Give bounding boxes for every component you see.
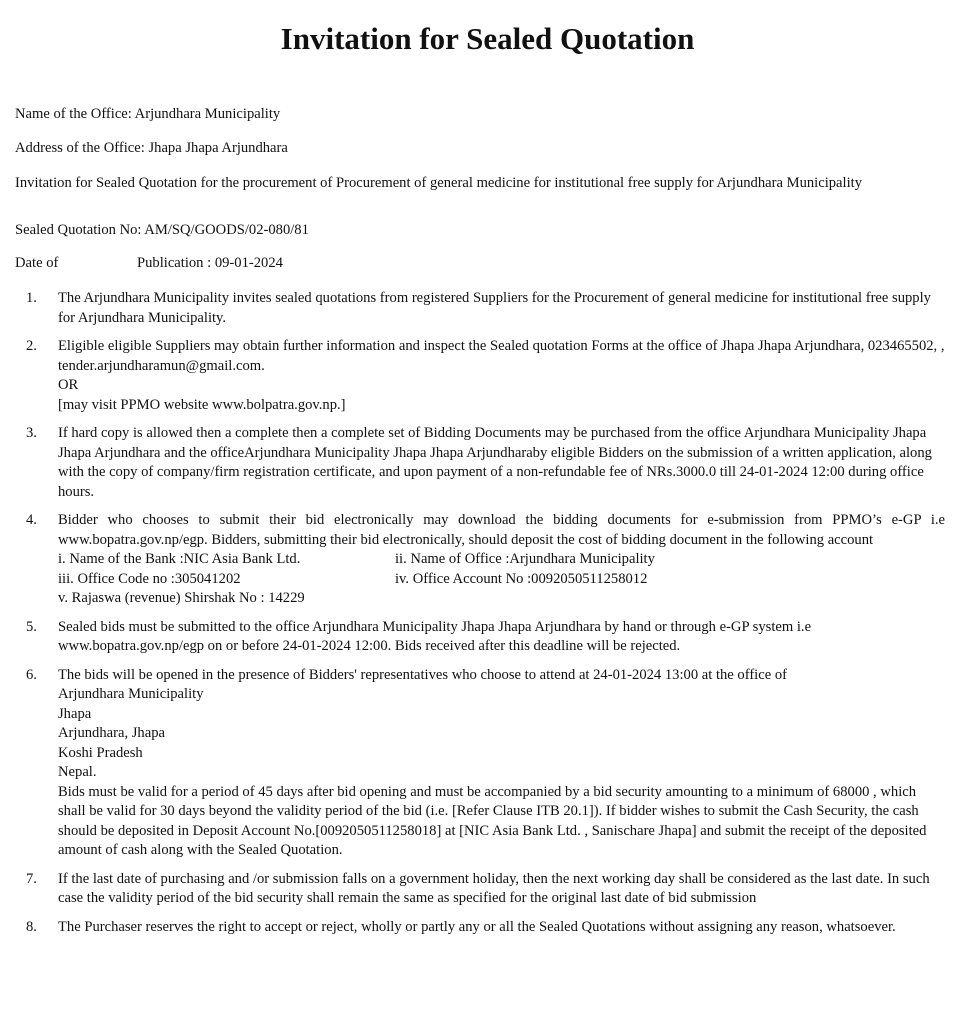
or-text: OR (58, 377, 79, 393)
clause-text: The Purchaser reserves the right to accept or reject, wholly or partly any or all the Sealed Quotations without assigning any reason, whatsoever. (58, 918, 896, 935)
clause-number: 3. (26, 425, 37, 441)
publication-date-row (15, 254, 940, 274)
website-note: [may visit PPMO website www.bolpatra.gov.np.] (58, 396, 346, 413)
office-name: Name of the Office: Arjundhara Municipality (15, 106, 281, 122)
account-row (58, 570, 945, 590)
office-address: Address of the Office: Jhapa Jhapa Arjundhara (15, 140, 288, 156)
date-label: Date of (15, 255, 59, 271)
opening-address-line: Arjundhara Municipality (58, 686, 204, 702)
clause-item (0, 289, 955, 328)
clause-number: 1. (26, 290, 37, 306)
clause-number: 6. (26, 666, 37, 683)
opening-address-line: Arjundhara, Jhapa (58, 725, 165, 741)
clause-text: Sealed bids must be submitted to the office Arjundhara Municipality Jhapa Jhapa Arjundhara by hand or through e-GP system i.e www.bopatra.gov.np/egp on or before 24-01-2024 12:00. Bids received after this deadline will be rejected. (58, 618, 812, 654)
account-row (58, 550, 945, 570)
clause-text: If the last date of purchasing and /or submission falls on a government holiday, then the next working day shall be considered as the last date. In such case the validity period of the bid security shall remain the same as specified for the original last date of bid submission (58, 870, 930, 906)
clause-number: 2. (26, 338, 37, 354)
clause-text: Eligible eligible Suppliers may obtain further information and inspect the Sealed quotation Forms at the office of Jhapa Jhapa Arjundhara, 023465502, , tender.arjundharamun@gmail.com. (58, 338, 945, 374)
clause-list (0, 289, 955, 946)
clause-item (0, 337, 955, 415)
invitation-statement: Invitation for Sealed Quotation for the procurement of Procurement of general medicine for institutional free supply for Arjundhara Municipality (15, 175, 862, 191)
bid-validity-text: Bids must be valid for a period of 45 days after bid opening and must be accompanied by a bid security amounting to a minimum of 68000 , which shall be valid for 30 days beyond the validity period of the bid (i.e. [Refer Clause ITB 20.1]). If bidder wishes to submit the Cash Security, the cash should be deposited in Deposit Account No.[0092050511258018] at [NIC Asia Bank Ltd. , Sanischare Jhapa] and submit the receipt of the deposited amount of cash along with the Sealed Quotation. (58, 783, 927, 858)
clause-item (0, 511, 955, 609)
opening-address-line: Koshi Pradesh (58, 744, 143, 761)
clause-text: If hard copy is allowed then a complete then a complete set of Bidding Documents may be purchased from the office Arjundhara Municipality Jhapa Jhapa Arjundhara and the officeArjundhara Municipality Jhapa Jhapa Arjundharaby eligible Bidders on the submission of a written application, along with the copy of company/firm registration certificate, and upon payment of a non-refundable fee of NRs.3000.0 till 24-01-2024 12:00 during office hours. (58, 425, 932, 500)
opening-address-line: Nepal. (58, 764, 97, 780)
clause-item (0, 666, 955, 861)
opening-address-line: Jhapa (58, 705, 92, 722)
office-code: iii. Office Code no :305041202 (58, 570, 241, 587)
clause-item (0, 424, 955, 502)
clause-item (0, 618, 955, 657)
publication-date: Publication : 09-01-2024 (137, 255, 283, 271)
quotation-number: Sealed Quotation No: AM/SQ/GOODS/02-080/81 (15, 222, 309, 238)
revenue-heading: v. Rajaswa (revenue) Shirshak No : 14229 (58, 590, 305, 606)
clause-text: The bids will be opened in the presence of Bidders' representatives who choose to attend at 24-01-2024 13:00 at the office of (58, 666, 787, 683)
office-account-number: iv. Office Account No :0092050511258012 (395, 570, 648, 587)
clause-item (0, 870, 955, 909)
clause-number: 4. (26, 512, 37, 528)
clause-number: 8. (26, 918, 37, 935)
clause-text: Bidder who chooses to submit their bid electronically may download the bidding documents for e-submission from PPMO’s e-GP i.e www.bopatra.gov.np/egp. Bidders, submitting their bid electronically, should deposit the cost of bidding document in the following account (58, 512, 945, 548)
office-name-account: ii. Name of Office :Arjundhara Municipality (395, 551, 655, 567)
clause-item (0, 918, 955, 938)
clause-number: 5. (26, 618, 37, 635)
clause-number: 7. (26, 870, 37, 887)
document-title: Invitation for Sealed Quotation (280, 21, 695, 56)
clause-text: The Arjundhara Municipality invites sealed quotations from registered Suppliers for the Procurement of general medicine for institutional free supply for Arjundhara Municipality. (58, 290, 931, 326)
bank-name: i. Name of the Bank :NIC Asia Bank Ltd. (58, 551, 301, 567)
